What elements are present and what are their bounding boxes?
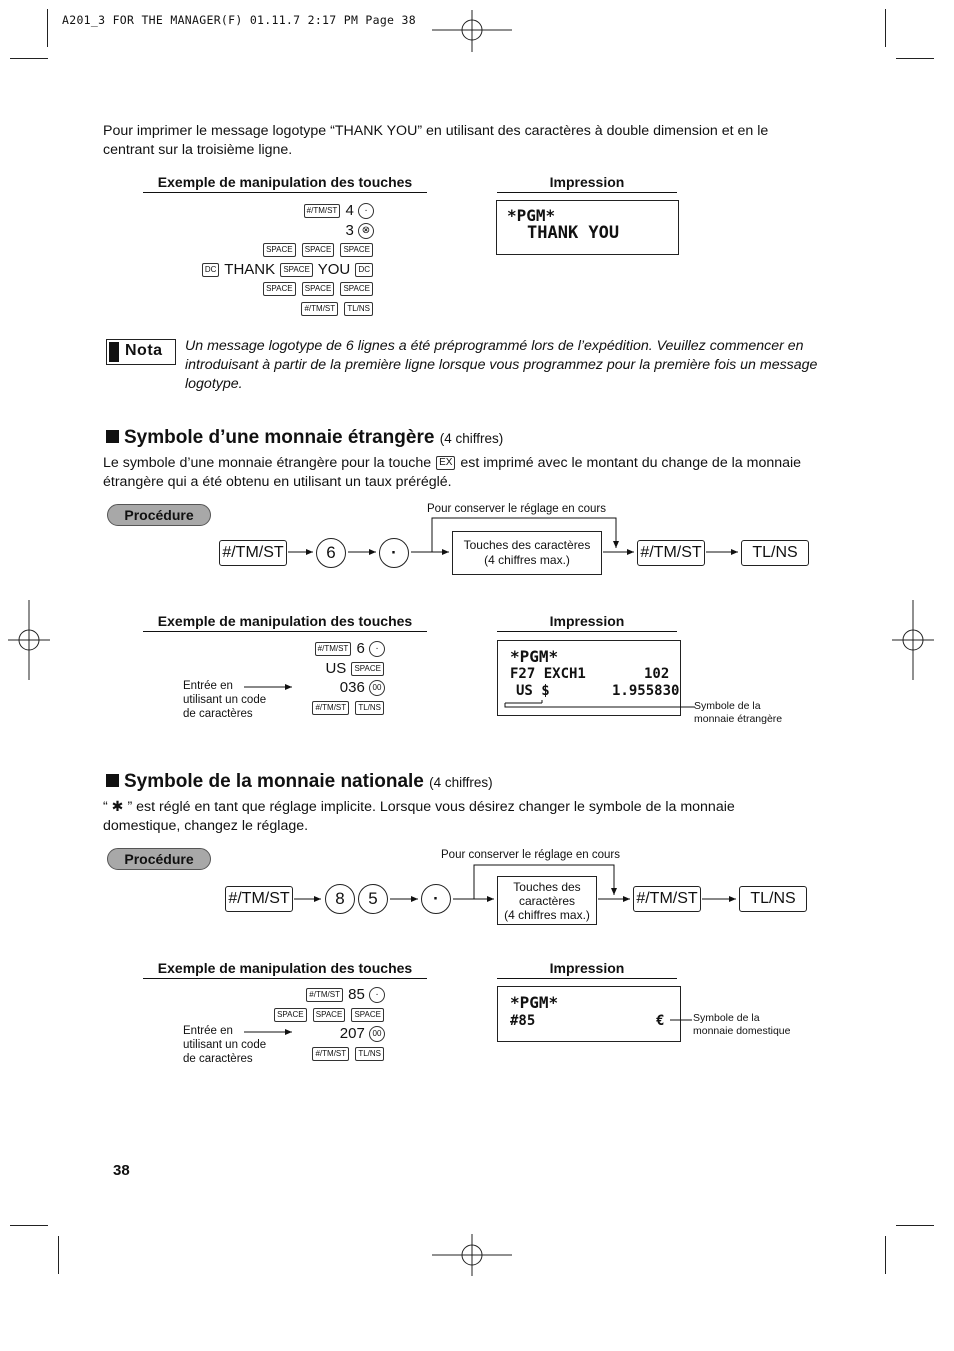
entry-arrow [244, 680, 296, 694]
example-heading: Exemple de manipulation des touches [143, 960, 427, 979]
example2-keys [270, 639, 385, 717]
section1-title: Symbole d’une monnaie étrangère (4 chiffres) [106, 427, 503, 449]
multiply-key: ⊗ [358, 223, 374, 239]
flow-arrows-2 [0, 862, 954, 922]
dot-key: · [421, 884, 451, 914]
flow-arrows-1 [0, 515, 954, 575]
registration-mark-right [892, 600, 934, 680]
dot-key: · [379, 538, 409, 568]
tlns-key: TL/NS [741, 540, 809, 566]
space-key: SPACE [340, 282, 373, 296]
ex-value: 85 [348, 986, 365, 1003]
digit-key: 6 [316, 538, 346, 568]
nota-badge [106, 339, 176, 365]
tmst-key: #/TM/ST [306, 988, 343, 1002]
impression-heading: Impression [497, 613, 677, 632]
dc-key: DC [355, 263, 373, 277]
entry-code-note: Entrée en utilisant un code de caractères [183, 680, 267, 720]
space-key: SPACE [351, 1008, 384, 1022]
tmst-key: #/TM/ST [633, 886, 701, 912]
ex1-value: 4 [345, 202, 354, 219]
registration-mark-bottom [432, 1234, 512, 1276]
procedure-badge: Procédure [107, 504, 211, 526]
dot-key: · [369, 641, 385, 657]
impression-heading: Impression [497, 960, 677, 979]
print-header: A201_3 FOR THE MANAGER(F) 01.11.7 2:17 PM Page 38 [62, 13, 416, 27]
crop-mark [58, 1236, 59, 1274]
tmst-key: #/TM/ST [637, 540, 705, 566]
digit-key: 8 [325, 884, 355, 914]
print-line: *PGM* [510, 993, 559, 1012]
dot-key: · [358, 203, 374, 219]
space-key: SPACE [340, 243, 373, 257]
tmst-key: #/TM/ST [312, 701, 349, 715]
print-line: 1.955830 [612, 683, 680, 699]
space-key: SPACE [302, 282, 335, 296]
crop-mark [885, 1236, 886, 1274]
print-line: US $ [516, 683, 550, 699]
crop-mark [896, 1225, 934, 1226]
section2-title: Symbole de la monnaie nationale (4 chiffres) [106, 771, 493, 793]
crop-mark [896, 58, 934, 59]
section1-text: Le symbole d’une monnaie étrangère pour la touche EX est imprimé avec le montant du change de la monnaie étrangère qui a été obtenu en utilisant un taux préréglé. [103, 455, 802, 490]
crop-mark [885, 9, 886, 47]
print-sample-1 [496, 200, 679, 255]
symbol-note-1: Symbole de la monnaie étrangère [694, 700, 783, 725]
ex-value: 207 [339, 1025, 365, 1042]
symbol-callout-1 [500, 680, 700, 710]
space-key: SPACE [302, 243, 335, 257]
tmst-key: #/TM/ST [301, 302, 338, 316]
ex-value: US [325, 659, 347, 677]
nota-label: Nota [125, 342, 163, 359]
ex-key: EX [436, 456, 455, 470]
dc-key: DC [202, 263, 220, 277]
registration-mark-top [432, 10, 512, 52]
crop-mark [47, 9, 48, 47]
double-zero-key: 00 [369, 680, 385, 696]
digit-key: 5 [358, 884, 388, 914]
print-line: F27 EXCH1 [510, 666, 586, 682]
symbol-note-2: Symbole de la monnaie domestique [693, 1012, 791, 1037]
crop-mark [10, 58, 48, 59]
double-zero-key: 00 [369, 1026, 385, 1042]
tlns-key: TL/NS [355, 701, 384, 715]
print-line: € [656, 1013, 665, 1029]
ex1-value: 3 [345, 221, 354, 239]
entry-arrow [244, 1025, 296, 1039]
print-line: THANK YOU [527, 223, 620, 243]
character-keys-box: Touches des caractères (4 chiffres max.) [452, 531, 602, 575]
print-sample-3 [497, 986, 681, 1042]
example1-keys [190, 201, 374, 318]
space-key: SPACE [274, 1008, 307, 1022]
keep-setting-label: Pour conserver le réglage en cours [441, 849, 620, 861]
space-key: SPACE [280, 263, 313, 277]
tmst-key: #/TM/ST [315, 642, 352, 656]
ex-value: 6 [356, 640, 365, 657]
tlns-key: TL/NS [344, 302, 373, 316]
section2-text: “ ✱ ” est réglé en tant que réglage implicite. Lorsque vous désirez changer le symbole de la monnaie domestique, changez le réglage. [103, 799, 735, 834]
dot-key: · [369, 987, 385, 1003]
example-heading: Exemple de manipulation des touches [143, 613, 427, 632]
print-line: #85 [510, 1013, 536, 1029]
space-key: SPACE [313, 1008, 346, 1022]
tmst-key: #/TM/ST [225, 886, 293, 912]
example-heading: Exemple de manipulation des touches [143, 174, 427, 193]
keep-setting-label: Pour conserver le réglage en cours [427, 503, 606, 515]
ex1-value: THANK [224, 260, 276, 278]
print-line: *PGM* [510, 647, 559, 666]
nota-text: Un message logotype de 6 lignes a été préprogrammé lors de l’expédition. Veuillez commencer en introduisant à partir de la première ligne lorsque vous programmez pour la première fois un message logotype. [185, 338, 818, 392]
entry-code-note: Entrée en utilisant un code de caractères [183, 1025, 267, 1065]
tlns-key: TL/NS [739, 886, 807, 912]
impression-heading: Impression [497, 174, 677, 193]
print-line: *PGM* [507, 206, 556, 225]
page-number: 38 [113, 1162, 130, 1179]
space-key: SPACE [263, 243, 296, 257]
tlns-key: TL/NS [355, 1047, 384, 1061]
registration-mark-left [8, 600, 50, 680]
ex1-value: YOU [317, 260, 351, 278]
print-line: 102 [644, 666, 670, 682]
tmst-key: #/TM/ST [219, 540, 287, 566]
intro-paragraph: Pour imprimer le message logotype “THANK YOU” en utilisant des caractères à double dimension et en le centrant sur la troisième ligne. [103, 123, 769, 158]
space-key: SPACE [263, 282, 296, 296]
tmst-key: #/TM/ST [304, 204, 341, 218]
ex-value: 036 [339, 679, 365, 696]
tmst-key: #/TM/ST [312, 1047, 349, 1061]
example3-keys [270, 985, 385, 1063]
space-key: SPACE [351, 662, 384, 676]
character-keys-box: Touches des caractères (4 chiffres max.) [497, 876, 597, 925]
procedure-badge: Procédure [107, 848, 211, 870]
crop-mark [10, 1225, 48, 1226]
